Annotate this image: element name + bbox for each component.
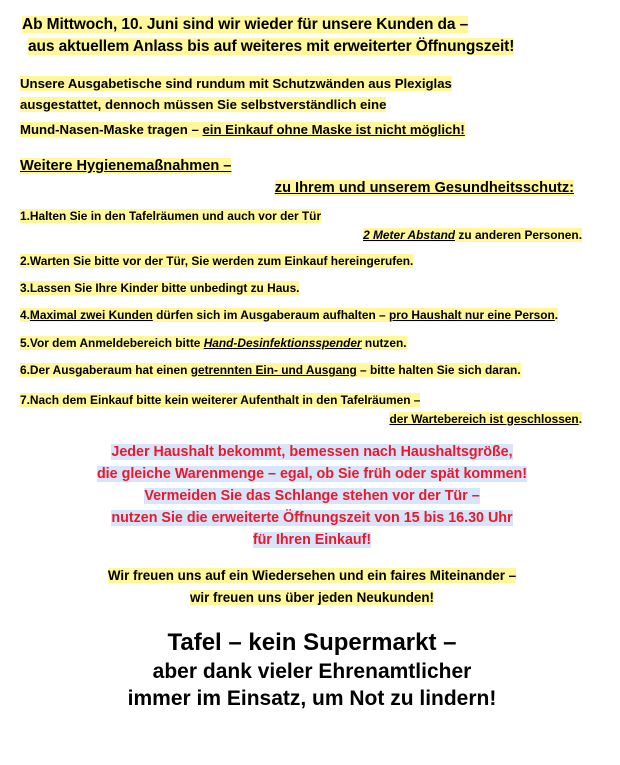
- intro-line-1-text: Unsere Ausgabetische sind rundum mit Schutzwänden aus Plexiglas: [20, 75, 452, 91]
- rule-6-number: 6.: [20, 363, 30, 377]
- closing-line-2-text: wir freuen uns über jeden Neukunden!: [189, 589, 435, 605]
- intro-mask-warning: ein Einkauf ohne Maske ist nicht möglich!: [202, 121, 465, 137]
- emphasis-line-5: [20, 529, 604, 551]
- rule-item-2: [20, 253, 604, 271]
- rule-4-per-household: pro Haushalt nur eine Person: [388, 308, 555, 323]
- emphasis-line-1-text: Jeder Haushalt bekommt, bemessen nach Haushaltsgröße,: [111, 443, 513, 460]
- section-heading-line-2-text: zu Ihrem und unserem Gesundheitsschutz:: [274, 179, 574, 196]
- rule-5-pre: Vor dem Anmeldebereich bitte: [29, 335, 204, 350]
- rule-1-number: 1.: [20, 208, 30, 223]
- headline-opening-hours-note: mit erweiterter Öffnungszeit!: [306, 38, 515, 56]
- rule-item-1: [20, 208, 604, 245]
- intro-mask-label: Mund-Nasen-Maske tragen –: [20, 121, 203, 137]
- rule-1-second-rest: zu anderen Personen.: [455, 227, 582, 242]
- rule-6-post: – bitte halten Sie sich daran.: [356, 363, 521, 377]
- final-line-1: [20, 628, 604, 659]
- rule-6-pre: Der Ausgaberaum hat einen: [29, 363, 191, 377]
- intro-line-2-text: ausgestattet, dennoch müssen Sie selbstverständlich eine: [20, 97, 387, 113]
- section-heading: [20, 156, 604, 200]
- rule-3-text: Lassen Sie Ihre Kinder bitte unbedingt zu Haus.: [29, 280, 300, 295]
- rule-7-text: Nach dem Einkauf bitte kein weiterer Aufenthalt in den Tafelräumen –: [29, 392, 421, 407]
- rule-item-3: [20, 280, 604, 298]
- emphasis-line-3: [20, 485, 604, 507]
- emphasis-block: [20, 441, 604, 552]
- headline-date: Ab Mittwoch, 10. Juni: [22, 16, 179, 33]
- intro-line-1: [20, 73, 604, 94]
- emphasis-opening-hours: nutzen Sie die erweiterte Öffnungszeit von 15 bis 16.30 Uhr: [111, 510, 513, 527]
- rule-item-7: [20, 392, 604, 429]
- headline-line-2: [28, 36, 604, 58]
- rule-5-post: nutzen.: [361, 335, 407, 350]
- section-heading-line-1-text: Weitere Hygienemaßnahmen –: [20, 158, 232, 175]
- emphasis-line-3-text: Vermeiden Sie das Schlange stehen vor der Tür –: [144, 487, 480, 504]
- rule-6-entrance-exit: getrennten Ein- und Ausgang: [190, 363, 357, 377]
- rule-1-second-line: [20, 227, 604, 245]
- rule-1-text: Halten Sie in den Tafelräumen und auch vor der Tür: [29, 208, 322, 223]
- final-line-1-rest: – kein Supermarkt –: [221, 629, 457, 657]
- intro-paragraph: [20, 73, 604, 140]
- rule-1-distance: 2 Meter Abstand: [363, 227, 456, 242]
- closing-line-2: [20, 587, 604, 608]
- rule-4-number: 4.: [20, 308, 30, 323]
- emphasis-line-5-text: für Ihren Einkauf!: [252, 532, 372, 549]
- rule-5-sanitizer: Hand-Desinfektionsspender: [203, 335, 362, 350]
- closing-block: [20, 565, 604, 608]
- final-line-2: aber dank vieler Ehrenamtlicher: [152, 659, 472, 683]
- rule-3-number: 3.: [20, 280, 30, 295]
- rule-4-mid: dürfen sich im Ausgaberaum aufhalten –: [152, 308, 389, 323]
- emphasis-line-1: [20, 441, 604, 463]
- rule-4-max-customers: Maximal zwei Kunden: [29, 308, 153, 323]
- intro-line-2: [20, 94, 604, 115]
- closing-line-1-text: Wir freuen uns auf ein Wiedersehen und ein faires Miteinander –: [107, 568, 517, 584]
- final-line-3: immer im Einsatz, um Not zu lindern!: [127, 686, 497, 710]
- rule-2-text: Warten Sie bitte vor der Tür, Sie werden zum Einkauf hereingerufen.: [29, 253, 414, 268]
- rule-item-5: [20, 335, 604, 353]
- rule-7-waiting-area: der Wartebereich ist geschlossen: [389, 411, 579, 426]
- headline-line-1-rest: sind wir wieder für unsere Kunden da –: [178, 16, 469, 33]
- emphasis-line-2-text: die gleiche Warenmenge – egal, ob Sie früh oder spät kommen!: [96, 465, 528, 482]
- rule-4-post: .: [554, 308, 559, 323]
- emphasis-line-4: [20, 507, 604, 529]
- rule-7-second-line: [20, 411, 604, 429]
- rule-7-second-rest: .: [578, 411, 582, 426]
- rule-2-number: 2.: [20, 253, 30, 268]
- headline-line-2-lead: aus aktuellem Anlass bis auf weiteres: [28, 38, 307, 56]
- rule-item-4: [20, 307, 604, 325]
- section-heading-line-1: [20, 156, 604, 178]
- final-brand: Tafel: [167, 629, 222, 657]
- final-statement: [20, 628, 604, 712]
- section-heading-line-2: [20, 178, 604, 200]
- headline-block: [20, 14, 604, 59]
- rule-5-number: 5.: [20, 335, 30, 350]
- closing-line-1: [20, 565, 604, 586]
- headline-line-1: [22, 14, 604, 36]
- rule-item-6: [20, 362, 604, 380]
- emphasis-line-2: [20, 463, 604, 485]
- intro-line-3: [20, 119, 604, 140]
- rules-list: [20, 208, 604, 429]
- rule-7-number: 7.: [20, 392, 30, 407]
